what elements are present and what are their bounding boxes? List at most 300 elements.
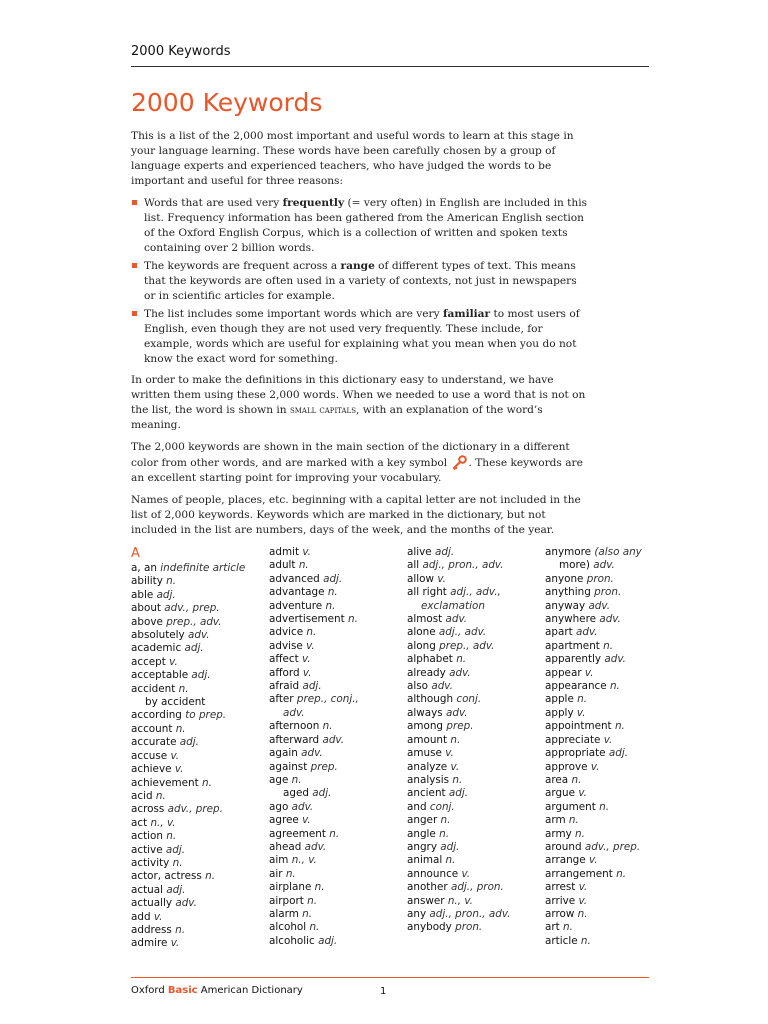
part-of-speech: conj. — [429, 800, 455, 813]
keyword-word: alphabet — [407, 653, 453, 666]
keyword-entry — [407, 921, 537, 934]
keyword-word: ancient — [407, 787, 446, 800]
part-of-speech: n. — [580, 934, 591, 947]
keyword-word: a, an — [131, 562, 157, 574]
part-of-speech: adj. — [191, 669, 211, 682]
part-of-speech: adj., adv., — [450, 586, 501, 599]
keyword-entry — [545, 935, 675, 948]
part-of-speech: n. — [309, 921, 320, 934]
keyword-entry — [131, 857, 261, 870]
keyword-entry — [545, 881, 675, 894]
keyword-entry — [407, 854, 537, 867]
keyword-word: among — [407, 720, 444, 733]
keyword-entry — [407, 747, 537, 760]
keyword-entry — [407, 774, 537, 787]
keyword-word: airport — [269, 894, 304, 907]
keyword-word: accurate — [131, 736, 177, 749]
keyword-word: air — [269, 867, 283, 880]
keyword-word: answer — [407, 894, 445, 907]
page-title: 2000 Keywords — [131, 88, 323, 117]
keyword-entry — [407, 707, 537, 720]
keyword-word: afterward — [269, 733, 320, 746]
keyword-entry — [545, 841, 675, 854]
keyword-word: age — [269, 773, 289, 786]
keyword-entry — [407, 680, 537, 693]
part-of-speech: to prep. — [185, 709, 227, 722]
keyword-word: article — [545, 934, 578, 947]
part-of-speech: v. — [578, 894, 588, 907]
keyword-word: appreciate — [545, 733, 601, 746]
keyword-entry — [131, 669, 261, 682]
keyword-word: arm — [545, 814, 566, 827]
keyword-entry — [131, 777, 261, 790]
keyword-word: argument — [545, 800, 596, 813]
header-rule — [131, 66, 649, 67]
keyword-entry — [545, 828, 675, 841]
part-of-speech: n. — [450, 733, 461, 746]
part-of-speech: v. — [302, 666, 312, 679]
keyword-entry — [545, 854, 675, 867]
keyword-entry — [131, 830, 261, 843]
keyword-entry — [545, 613, 675, 626]
part-of-speech: v. — [306, 639, 315, 652]
part-of-speech: v. — [170, 749, 180, 762]
keyword-entry — [131, 937, 261, 950]
bullet-square-icon — [132, 311, 137, 316]
part-of-speech: adj. — [156, 588, 176, 601]
keyword-entry — [131, 656, 261, 669]
intro-body — [131, 129, 591, 545]
part-of-speech: adv., prep. — [164, 602, 220, 615]
keyword-entry — [545, 921, 675, 934]
keyword-entry — [131, 750, 261, 763]
key-symbol-paragraph: The 2,000 keywords are shown in the main section of the dictionary in a different color from other words, and are marked with a key symbol . These keywords are an excellent starting point for improving your vocabulary. — [131, 441, 583, 484]
keyword-word: analyze — [407, 760, 448, 773]
part-of-speech: n. — [575, 827, 585, 840]
keyword-word: apple — [545, 693, 574, 706]
part-of-speech: adj. — [435, 546, 455, 558]
keyword-entry — [269, 707, 399, 720]
keyword-entry — [131, 911, 261, 924]
keyword-word: although — [407, 693, 454, 706]
keyword-word: agreement — [269, 827, 326, 840]
keyword-word: amuse — [407, 747, 442, 760]
keyword-word: arrive — [545, 894, 576, 907]
keyword-word: afternoon — [269, 720, 320, 733]
part-of-speech: adj. — [448, 787, 469, 800]
keyword-word: able — [131, 588, 154, 601]
part-of-speech: adv. — [599, 613, 621, 626]
keyword-entry — [407, 546, 537, 559]
keyword-entry — [545, 720, 675, 733]
reason-range: The keywords are frequent across a range of different types of text. This means that the keywords are often used in a variety of contexts, not just in newspapers or in scientific articles for example. — [131, 259, 591, 304]
keyword-word: advantage — [269, 586, 325, 599]
keyword-entry — [269, 787, 399, 800]
keyword-word: analysis — [407, 773, 450, 786]
keyword-entry — [131, 844, 261, 857]
keyword-word: appointment — [545, 720, 612, 733]
keyword-word: alone — [407, 626, 436, 639]
part-of-speech: n. — [155, 789, 166, 802]
keyword-word: anyone — [545, 572, 584, 585]
keyword-entry — [407, 667, 537, 680]
keyword-word: by accident — [145, 696, 206, 709]
part-of-speech: adj. — [312, 787, 332, 800]
keyword-entry — [269, 573, 399, 586]
keyword-entry — [545, 707, 675, 720]
keyword-word: about — [131, 602, 161, 615]
keyword-word: anyway — [545, 599, 586, 612]
part-of-speech: adv. — [445, 613, 468, 626]
part-of-speech: adv. — [576, 626, 598, 639]
keyword-word: appearance — [545, 680, 607, 693]
keyword-word: admit — [269, 546, 300, 558]
keyword-word: all right — [407, 586, 447, 599]
keyword-word: aged — [283, 787, 309, 800]
keyword-word: ability — [131, 575, 163, 588]
keyword-word: again — [269, 747, 298, 760]
keyword-word: more) — [559, 559, 590, 572]
part-of-speech: prep. — [446, 720, 474, 733]
keyword-word: adventure — [269, 599, 323, 612]
keyword-entry — [269, 868, 399, 881]
part-of-speech: adj., pron. — [450, 881, 504, 894]
keyword-entry — [131, 602, 261, 615]
keyword-word: anywhere — [545, 613, 597, 626]
reason-familiar: The list includes some important words which are very familiar to most users of English, even though they are not used very frequently. These include, for example, words which are useful for explaining what you mean when you do not know the exact word for something. — [131, 307, 591, 367]
part-of-speech: n. — [563, 921, 573, 934]
keyword-entry — [545, 680, 675, 693]
keyword-word: actual — [131, 883, 163, 896]
keyword-word: account — [131, 722, 173, 735]
keyword-word: active — [131, 843, 163, 856]
part-of-speech: adj. — [184, 642, 204, 655]
part-of-speech: n. — [291, 773, 302, 786]
part-of-speech: n. — [445, 854, 456, 867]
keyword-word: absolutely — [131, 629, 185, 642]
keyword-entry — [269, 546, 399, 559]
keyword-word: accident — [131, 682, 176, 695]
part-of-speech: indefinite article — [160, 562, 246, 574]
keyword-entry — [131, 870, 261, 883]
part-of-speech: v. — [170, 937, 180, 950]
part-of-speech: adj. — [302, 680, 322, 693]
keyword-word: all — [407, 559, 420, 572]
keyword-word: anything — [545, 586, 591, 599]
keyword-entry — [269, 667, 399, 680]
part-of-speech: (also any — [594, 546, 642, 558]
keyword-word: anymore — [545, 546, 592, 558]
keyword-entry — [131, 884, 261, 897]
keyword-word: ago — [269, 800, 289, 813]
keyword-word: achievement — [131, 776, 199, 789]
part-of-speech: v. — [445, 747, 454, 760]
section-letter: A — [131, 546, 140, 561]
part-of-speech: v. — [302, 814, 311, 827]
keyword-entry — [131, 642, 261, 655]
keyword-word: airplane — [269, 881, 312, 894]
keyword-entry — [545, 734, 675, 747]
keyword-entry — [269, 761, 399, 774]
keyword-word: address — [131, 923, 172, 936]
keyword-entry — [407, 828, 537, 841]
keyword-word: aim — [269, 854, 289, 867]
keyword-column-2 — [269, 546, 399, 948]
keyword-entry — [545, 640, 675, 653]
keyword-entry — [131, 897, 261, 910]
part-of-speech: n. — [439, 827, 450, 840]
part-of-speech: adv. — [446, 706, 468, 719]
keyword-word: almost — [407, 613, 443, 626]
part-of-speech: n., v. — [291, 854, 317, 867]
keyword-word: actually — [131, 897, 173, 910]
keyword-entry — [269, 640, 399, 653]
keyword-word: accept — [131, 655, 166, 668]
part-of-speech: n. — [616, 867, 627, 880]
part-of-speech: prep. — [310, 760, 338, 773]
keyword-entry — [545, 868, 675, 881]
keyword-entry — [131, 683, 261, 696]
bullet-square-icon — [132, 263, 137, 268]
keyword-entry — [131, 589, 261, 602]
keyword-entry — [407, 613, 537, 626]
keyword-word: action — [131, 830, 163, 843]
part-of-speech: n. — [201, 776, 212, 789]
part-of-speech: n. — [568, 814, 579, 827]
keyword-entry — [407, 734, 537, 747]
part-of-speech: v. — [578, 787, 587, 800]
keyword-entry — [269, 935, 399, 948]
names-paragraph: Names of people, places, etc. beginning with a capital letter are not included in the list of 2,000 keywords. Keywords which are marked in the dictionary, but not included in the list are numbers, days of the week, and the months of the year. — [131, 494, 581, 536]
keyword-entry — [545, 573, 675, 586]
part-of-speech: v. — [302, 653, 311, 666]
intro-paragraph: This is a list of the 2,000 most important and useful words to learn at this stage in your language learning. These words have been carefully chosen by a group of language experts and experienced teachers, who have judged the words to be important and useful for three reasons: — [131, 130, 574, 187]
part-of-speech: adj. — [166, 883, 186, 896]
page-number: 1 — [380, 986, 387, 997]
part-of-speech: adv., prep. — [167, 803, 223, 816]
keyword-entry — [269, 600, 399, 613]
keyword-entry — [269, 586, 399, 599]
keyword-entry — [545, 761, 675, 774]
keyword-word: apparently — [545, 653, 602, 666]
keyword-word: advertisement — [269, 613, 345, 626]
part-of-speech: n. — [307, 894, 318, 907]
part-of-speech: n. — [172, 856, 183, 869]
part-of-speech: n. — [166, 830, 177, 843]
keyword-entry — [269, 613, 399, 626]
bullet-square-icon — [132, 200, 137, 205]
part-of-speech: n. — [166, 575, 177, 588]
keyword-word: anybody — [407, 921, 452, 934]
part-of-speech: n. — [577, 693, 588, 706]
keyword-entry — [131, 723, 261, 736]
keyword-word: after — [269, 693, 294, 706]
keyword-entry — [407, 600, 537, 613]
keyword-word: and — [407, 800, 427, 813]
part-of-speech: v. — [153, 910, 163, 923]
keyword-word: alive — [407, 546, 432, 558]
keyword-word: against — [269, 760, 308, 773]
keyword-word: arrange — [545, 854, 586, 867]
keyword-entry — [545, 814, 675, 827]
part-of-speech: n. — [440, 814, 451, 827]
keyword-word: across — [131, 803, 165, 816]
keyword-entry — [131, 696, 261, 709]
keyword-word: afford — [269, 666, 300, 679]
keyword-entry — [407, 626, 537, 639]
keyword-entry — [269, 828, 399, 841]
part-of-speech: n. — [348, 613, 358, 626]
keyword-word: alcohol — [269, 921, 307, 934]
part-of-speech: adj., pron., adv. — [422, 559, 504, 572]
keyword-word: acid — [131, 789, 153, 802]
keyword-entry — [269, 747, 399, 760]
keyword-word: animal — [407, 854, 443, 867]
part-of-speech: n. — [175, 923, 186, 936]
keyword-word: achieve — [131, 763, 172, 776]
keyword-entry — [407, 787, 537, 800]
keyword-word: around — [545, 840, 582, 853]
part-of-speech: adv. — [291, 800, 314, 813]
footer-rule — [131, 977, 649, 978]
keyword-word: another — [407, 881, 448, 894]
keyword-word: alcoholic — [269, 934, 315, 947]
keyword-entry — [545, 546, 675, 559]
keyword-entry — [131, 763, 261, 776]
keyword-word: add — [131, 910, 151, 923]
part-of-speech: exclamation — [421, 599, 485, 612]
keyword-entry — [545, 559, 675, 572]
part-of-speech: n., v. — [447, 894, 473, 907]
part-of-speech: n. — [603, 639, 614, 652]
part-of-speech: adj. — [440, 840, 460, 853]
part-of-speech: n. — [452, 773, 463, 786]
part-of-speech: v. — [437, 572, 446, 585]
keyword-word: apartment — [545, 639, 600, 652]
keyword-word: agree — [269, 814, 299, 827]
keyword-word: admire — [131, 937, 168, 950]
keyword-entry — [131, 629, 261, 642]
key-icon — [451, 455, 467, 470]
part-of-speech: adv. — [175, 897, 197, 910]
part-of-speech: v. — [169, 655, 178, 668]
keyword-word: adult — [269, 559, 296, 572]
running-head: 2000 Keywords — [131, 44, 231, 59]
keyword-word: already — [407, 666, 446, 679]
keyword-word: activity — [131, 856, 170, 869]
part-of-speech: adv. — [301, 747, 323, 760]
keyword-entry — [545, 801, 675, 814]
keyword-entry — [131, 924, 261, 937]
keyword-entry — [545, 693, 675, 706]
keyword-entry — [131, 562, 261, 575]
part-of-speech: adv. — [431, 680, 453, 693]
part-of-speech: pron. — [586, 572, 614, 585]
part-of-speech: adv. — [449, 666, 471, 679]
keyword-entry — [131, 790, 261, 803]
keyword-entry — [407, 814, 537, 827]
keyword-entry — [407, 801, 537, 814]
part-of-speech: n. — [178, 682, 189, 695]
keyword-word: alarm — [269, 907, 299, 920]
part-of-speech: n. — [609, 680, 620, 693]
keyword-entry — [131, 817, 261, 830]
keyword-entry — [131, 736, 261, 749]
keyword-word: arrow — [545, 907, 575, 920]
keyword-word: ahead — [269, 840, 302, 853]
keyword-entry — [407, 908, 537, 921]
keyword-entry — [545, 626, 675, 639]
reasons-list — [131, 196, 591, 367]
keyword-entry — [131, 803, 261, 816]
keyword-entry — [407, 559, 537, 572]
part-of-speech: v. — [576, 706, 586, 719]
part-of-speech: prep., adv. — [166, 615, 222, 628]
keyword-entry — [545, 586, 675, 599]
keyword-word: argue — [545, 787, 576, 800]
part-of-speech: adj., pron., adv. — [429, 907, 511, 920]
part-of-speech: adv. — [322, 733, 345, 746]
keyword-word: appear — [545, 666, 582, 679]
keyword-entry — [545, 787, 675, 800]
part-of-speech: v. — [584, 666, 594, 679]
keyword-entry — [269, 720, 399, 733]
keyword-entry — [545, 895, 675, 908]
keyword-entry — [407, 761, 537, 774]
keyword-word: amount — [407, 733, 448, 746]
part-of-speech: adv. — [304, 840, 327, 853]
keyword-entry — [545, 908, 675, 921]
keyword-entry — [269, 921, 399, 934]
part-of-speech: n., v. — [150, 816, 176, 829]
keyword-column-4 — [545, 546, 675, 948]
part-of-speech: adv., prep. — [584, 840, 641, 853]
keyword-entry — [407, 868, 537, 881]
keyword-word: according — [131, 709, 182, 722]
keyword-entry — [545, 600, 675, 613]
keyword-entry — [269, 841, 399, 854]
part-of-speech: v. — [578, 881, 588, 894]
keyword-entry — [269, 801, 399, 814]
keyword-word: anger — [407, 814, 438, 827]
part-of-speech: n. — [285, 867, 296, 880]
part-of-speech: adj. — [318, 934, 338, 947]
keyword-entry — [407, 573, 537, 586]
part-of-speech: adj. — [608, 747, 629, 760]
keyword-word: advice — [269, 626, 304, 639]
keyword-word: apply — [545, 706, 574, 719]
part-of-speech: n. — [306, 626, 317, 639]
keyword-word: advanced — [269, 572, 320, 585]
keyword-word: arrangement — [545, 867, 613, 880]
keyword-word: arrest — [545, 881, 576, 894]
part-of-speech: prep., conj., — [296, 693, 359, 706]
keyword-entry — [269, 734, 399, 747]
part-of-speech: n. — [614, 720, 625, 733]
part-of-speech: v. — [588, 854, 598, 867]
part-of-speech: prep., adv. — [439, 639, 495, 652]
keyword-entry — [407, 895, 537, 908]
part-of-speech: n. — [329, 827, 340, 840]
keyword-word: always — [407, 706, 443, 719]
keyword-word: actor, actress — [131, 870, 202, 883]
part-of-speech: n. — [571, 773, 582, 786]
part-of-speech: pron. — [594, 586, 622, 599]
keyword-word: afraid — [269, 680, 300, 693]
part-of-speech: v. — [302, 546, 311, 558]
part-of-speech: pron. — [455, 921, 483, 934]
keyword-word: approve — [545, 760, 588, 773]
